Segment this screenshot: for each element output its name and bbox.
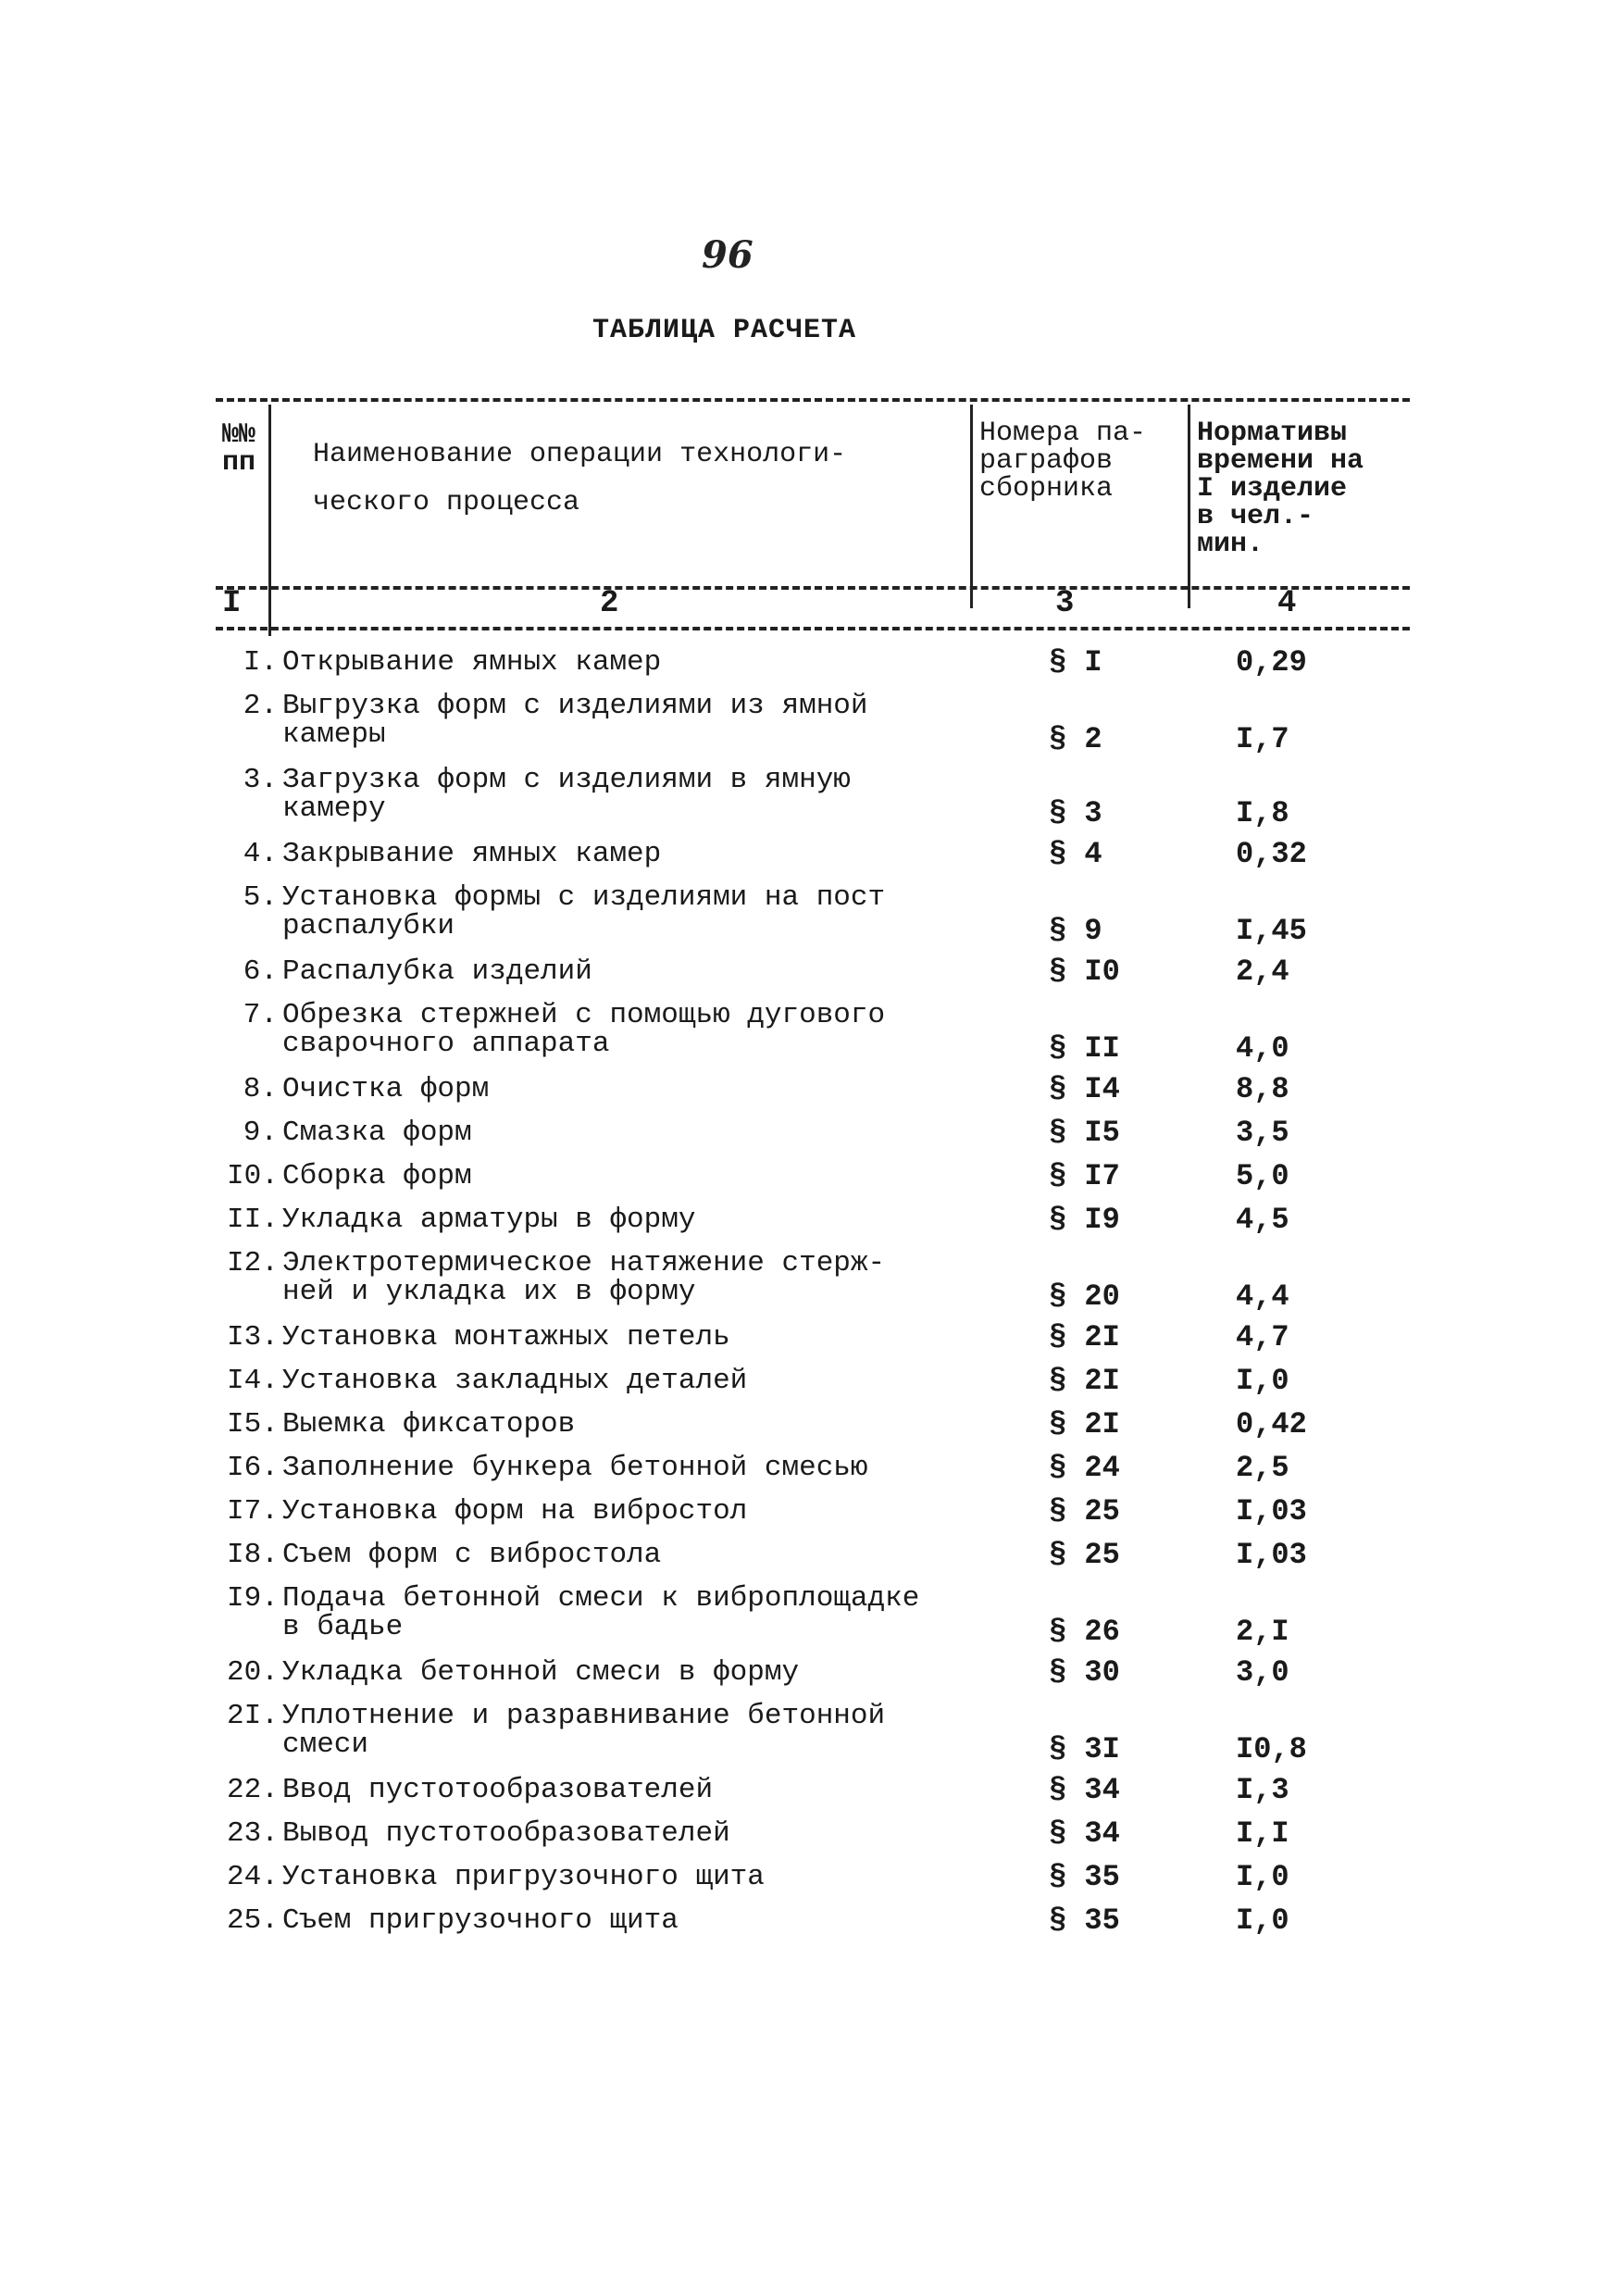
table-row: [227, 1451, 1412, 1497]
row-number: 24.: [227, 1861, 279, 1893]
operation-name: Укладка арматуры в форму: [282, 1204, 696, 1236]
page-title: ТАБЛИЦА РАСЧЕТА: [592, 315, 857, 346]
operation-name: Подача бетонной смеси к виброплощадке в бадье: [282, 1582, 920, 1643]
table-row: [227, 1702, 1412, 1776]
table-header: [211, 393, 1414, 643]
time-norm: 5,0: [1236, 1159, 1289, 1193]
time-norm: 4,0: [1236, 1031, 1289, 1066]
table-row: [227, 1159, 1412, 1205]
row-number: I0.: [227, 1160, 279, 1192]
time-norm: 2,I: [1236, 1615, 1289, 1649]
divider-col3: [1188, 405, 1190, 608]
row-number: 8.: [243, 1073, 278, 1105]
row-number: 4.: [243, 838, 278, 870]
header-bottom-rule: [216, 627, 1410, 630]
row-number: 2I.: [227, 1700, 279, 1732]
operation-name: Установка закладных деталей: [282, 1365, 748, 1397]
paragraph-ref: § 34: [1049, 1773, 1120, 1807]
table-row: [227, 692, 1412, 766]
table-row: [227, 957, 1412, 1001]
row-number: II.: [227, 1204, 279, 1236]
row-number: I3.: [227, 1321, 279, 1354]
time-norm: I,03: [1236, 1538, 1307, 1572]
operation-name: Укладка бетонной смеси в форму: [282, 1656, 800, 1689]
paragraph-ref: § 24: [1049, 1451, 1120, 1485]
paragraph-ref: § 2I: [1049, 1320, 1120, 1354]
operation-name: Закрывание ямных камер: [282, 838, 662, 870]
time-norm: 8,8: [1236, 1072, 1289, 1106]
operation-name: Обрезка стержней с помощью дугового сварочного аппарата: [282, 999, 886, 1060]
time-norm: I,45: [1236, 914, 1307, 948]
table-row: [227, 1366, 1412, 1410]
operation-name: Выгрузка форм с изделиями из ямной камеры: [282, 690, 868, 751]
operation-name: Загрузка форм с изделиями в ямную камеру: [282, 764, 851, 825]
operation-name: Смазка форм: [282, 1117, 472, 1149]
operation-name: Установка формы с изделиями на пост распалубки: [282, 881, 886, 942]
time-norm: 4,4: [1236, 1279, 1289, 1314]
row-number: I2.: [227, 1247, 279, 1279]
operation-name: Вывод пустотообразователей: [282, 1817, 730, 1850]
operation-name: Установка пригрузочного щита: [282, 1861, 765, 1893]
paragraph-ref: § 9: [1049, 914, 1102, 948]
row-number: 22.: [227, 1774, 279, 1806]
paragraph-ref: § 25: [1049, 1538, 1120, 1572]
header-col-number: №№ пп: [222, 419, 256, 479]
time-norm: I,0: [1236, 1860, 1289, 1894]
operation-name: Открывание ямных камер: [282, 646, 662, 679]
paragraph-ref: § I4: [1049, 1072, 1120, 1106]
time-norm: I,0: [1236, 1903, 1289, 1938]
table-row: [227, 1249, 1412, 1323]
time-norm: 3,0: [1236, 1655, 1289, 1690]
row-number: 9.: [243, 1117, 278, 1149]
paragraph-ref: § I0: [1049, 955, 1120, 989]
time-norm: I,7: [1236, 722, 1289, 756]
column-number-3: 3: [1055, 586, 1075, 621]
time-norm: I,0: [1236, 1364, 1289, 1398]
row-number: 2.: [243, 690, 278, 722]
table-row: [227, 1903, 1412, 1950]
time-norm: I,3: [1236, 1773, 1289, 1807]
header-col-operation: Наименование операции технологи- ческого процесса: [313, 439, 847, 518]
table-row: [227, 1773, 1412, 1819]
table-row: [227, 1072, 1412, 1118]
row-number: 20.: [227, 1656, 279, 1689]
table-row: [227, 883, 1412, 957]
paragraph-ref: § 26: [1049, 1615, 1120, 1649]
divider-col2: [970, 405, 973, 608]
table-row: [227, 1538, 1412, 1584]
time-norm: I,I: [1236, 1816, 1289, 1851]
paragraph-ref: § 34: [1049, 1816, 1120, 1851]
header-top-rule: [216, 398, 1410, 402]
operation-name: Съем форм с вибростола: [282, 1539, 662, 1571]
time-norm: 0,29: [1236, 645, 1307, 680]
paragraph-ref: § 3: [1049, 796, 1102, 830]
column-number-2: 2: [600, 586, 619, 621]
time-norm: 0,42: [1236, 1407, 1307, 1441]
operation-name: Электротермическое натяжение стерж- ней и укладка их в форму: [282, 1247, 886, 1308]
time-norm: 4,7: [1236, 1320, 1289, 1354]
row-number: 6.: [243, 955, 278, 988]
row-number: I9.: [227, 1582, 279, 1615]
page-number: 96: [702, 233, 753, 277]
time-norm: I,8: [1236, 796, 1289, 830]
time-norm: I,03: [1236, 1494, 1307, 1529]
table-row: [227, 1494, 1412, 1541]
operation-name: Съем пригрузочного щита: [282, 1904, 679, 1937]
table-row: [227, 1320, 1412, 1366]
operation-name: Очистка форм: [282, 1073, 490, 1105]
time-norm: I0,8: [1236, 1732, 1307, 1766]
row-number: 3.: [243, 764, 278, 796]
paragraph-ref: § 4: [1049, 837, 1102, 871]
time-norm: 4,5: [1236, 1203, 1289, 1237]
time-norm: 3,5: [1236, 1116, 1289, 1150]
paragraph-ref: § 30: [1049, 1655, 1120, 1690]
paragraph-ref: § I5: [1049, 1116, 1120, 1150]
table-row: [227, 1407, 1412, 1454]
row-number: 7.: [243, 999, 278, 1031]
row-number: I8.: [227, 1539, 279, 1571]
header-col-norm: Нормативы времени на I изделие в чел.- мин.: [1197, 418, 1364, 560]
table-row: [227, 1001, 1412, 1075]
operation-name: Распалубка изделий: [282, 955, 592, 988]
paragraph-ref: § 2I: [1049, 1407, 1120, 1441]
paragraph-ref: § 2: [1049, 722, 1102, 756]
paragraph-ref: § II: [1049, 1031, 1120, 1066]
table-row: [227, 645, 1412, 692]
table-row: [227, 1816, 1412, 1863]
paragraph-ref: § 3I: [1049, 1732, 1120, 1766]
paragraph-ref: § 25: [1049, 1494, 1120, 1529]
paragraph-ref: § I7: [1049, 1159, 1120, 1193]
row-number: I4.: [227, 1365, 279, 1397]
row-number: I6.: [227, 1452, 279, 1484]
column-number-1: I: [222, 586, 242, 621]
table-row: [227, 1655, 1412, 1702]
paragraph-ref: § I9: [1049, 1203, 1120, 1237]
table-row: [227, 766, 1412, 840]
table-row: [227, 1584, 1412, 1658]
table-row: [227, 1860, 1412, 1906]
row-number: 25.: [227, 1904, 279, 1937]
operation-name: Заполнение бункера бетонной смесью: [282, 1452, 868, 1484]
operation-name: Выемка фиксаторов: [282, 1408, 576, 1441]
paragraph-ref: § 35: [1049, 1903, 1120, 1938]
divider-col1: [268, 405, 271, 636]
operation-name: Ввод пустотообразователей: [282, 1774, 714, 1806]
operation-name: Сборка форм: [282, 1160, 472, 1192]
paragraph-ref: § 2I: [1049, 1364, 1120, 1398]
table-row: [227, 1205, 1412, 1249]
operation-name: Установка монтажных петель: [282, 1321, 730, 1354]
time-norm: 2,4: [1236, 955, 1289, 989]
table-row: [227, 1118, 1412, 1162]
column-number-4: 4: [1277, 586, 1297, 621]
paragraph-ref: § 20: [1049, 1279, 1120, 1314]
paragraph-ref: § 35: [1049, 1860, 1120, 1894]
time-norm: 0,32: [1236, 837, 1307, 871]
paragraph-ref: § I: [1049, 645, 1102, 680]
table-row: [227, 837, 1412, 883]
operation-name: Установка форм на вибростол: [282, 1495, 748, 1528]
row-number: I.: [243, 646, 278, 679]
row-number: I5.: [227, 1408, 279, 1441]
row-number: 23.: [227, 1817, 279, 1850]
row-number: 5.: [243, 881, 278, 914]
operation-name: Уплотнение и разравнивание бетонной смеси: [282, 1700, 886, 1761]
header-mid-rule: [216, 586, 1410, 590]
row-number: I7.: [227, 1495, 279, 1528]
header-col-paragraph: Номера па- раграфов сборника: [979, 418, 1147, 505]
time-norm: 2,5: [1236, 1451, 1289, 1485]
